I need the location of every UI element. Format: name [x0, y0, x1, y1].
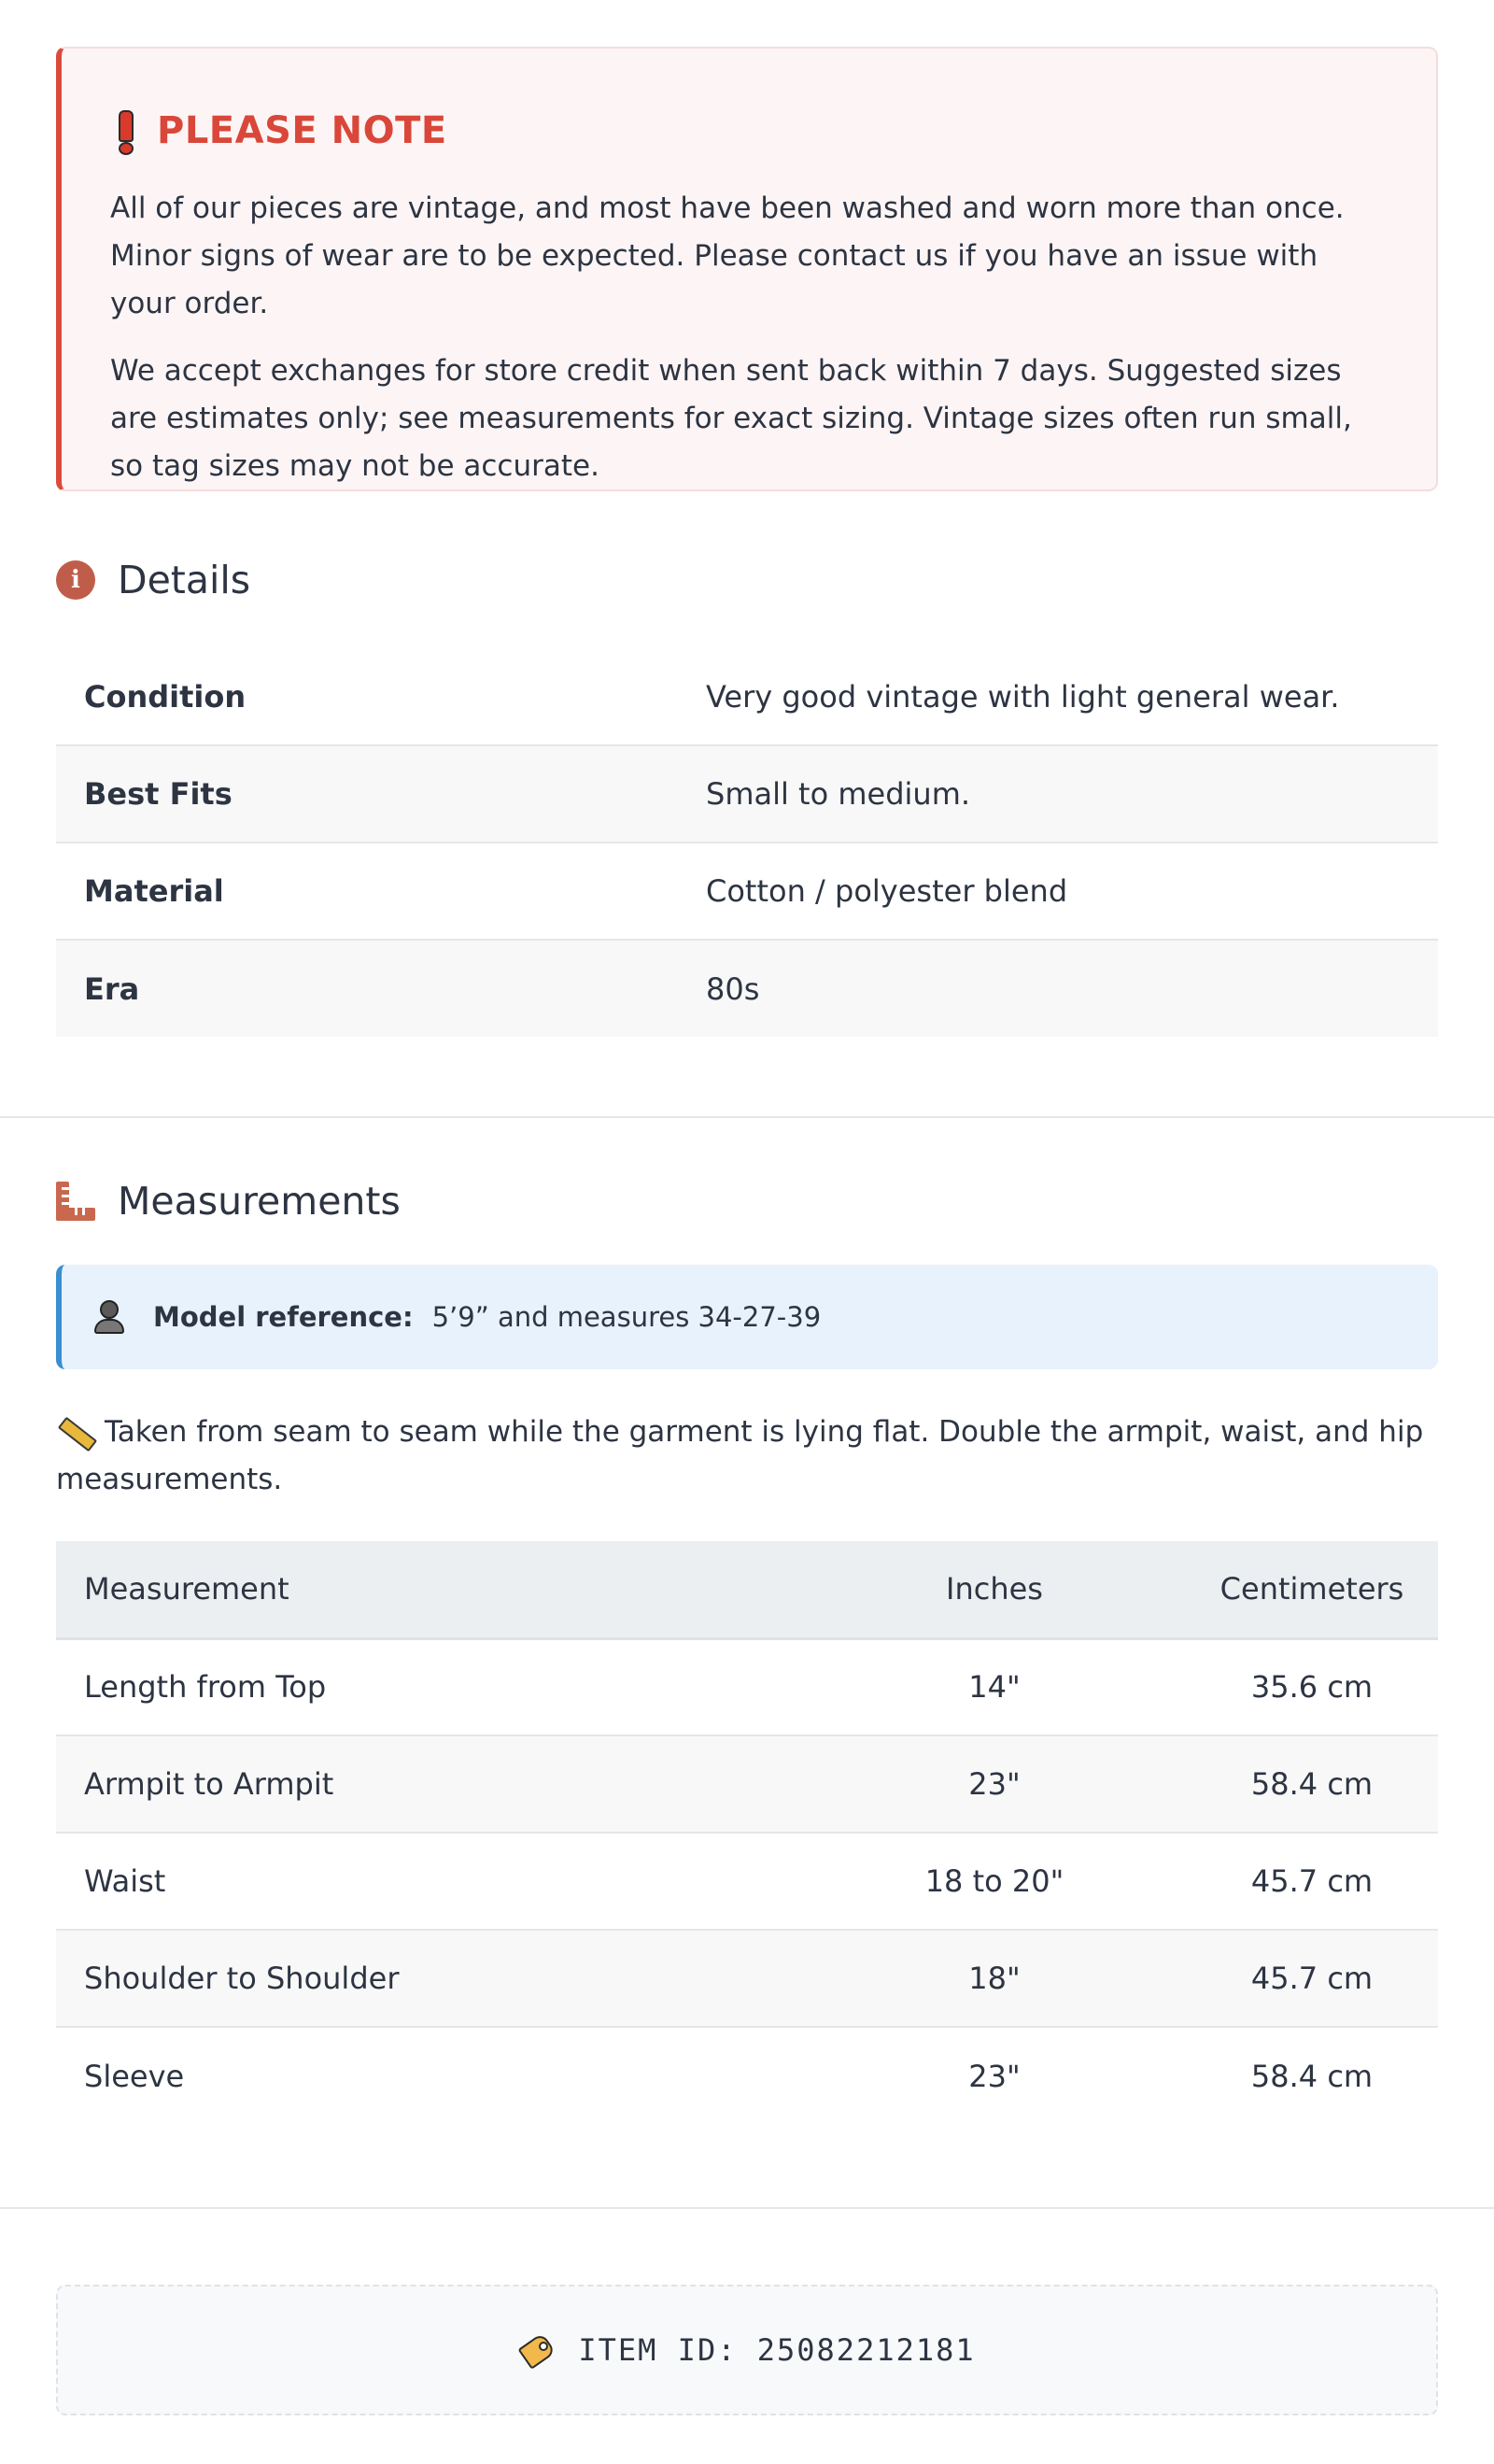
measurements-table: [56, 1541, 1438, 2124]
detail-value: 80s: [678, 940, 1438, 1037]
column-header-centimeters: Centimeters: [1186, 1541, 1438, 1638]
detail-label: Condition: [56, 648, 678, 745]
measurement-instructions: [56, 1409, 1438, 1504]
measurement-cm: 45.7 cm: [1186, 1833, 1438, 1930]
table-row: [56, 940, 1438, 1037]
section-divider: [0, 2207, 1494, 2209]
detail-label: Era: [56, 940, 678, 1037]
pencil-icon: [56, 1418, 93, 1444]
table-row: [56, 1930, 1438, 2027]
measurement-cm: 58.4 cm: [1250, 2058, 1374, 2094]
measurements-heading: [56, 1179, 401, 1224]
measurement-cm: 35.6 cm: [1186, 1638, 1438, 1735]
measurement-inches: 14": [766, 1638, 1186, 1735]
detail-value: Very good vintage with light general wear.: [678, 648, 1438, 745]
table-row: [56, 648, 1438, 745]
table-row: [56, 2027, 1438, 2124]
item-id-box: [56, 2285, 1438, 2415]
tag-icon: [518, 2333, 556, 2367]
detail-value: Cotton / polyester blend: [678, 843, 1438, 940]
details-table: [56, 648, 1438, 1037]
item-id-text: ITEM ID: 25082212181: [578, 2332, 976, 2368]
exclamation-icon: [116, 110, 133, 151]
table-header-row: [56, 1541, 1438, 1638]
model-reference-box: [56, 1265, 1438, 1369]
measurement-inches: 18 to 20": [766, 1833, 1186, 1930]
model-reference-value: 5’9” and measures 34-27-39: [431, 1301, 822, 1333]
details-title: Details: [118, 558, 251, 602]
measurement-name: Shoulder to Shoulder: [56, 1930, 766, 2027]
detail-label: Best Fits: [56, 745, 678, 843]
notice-box: [56, 47, 1438, 491]
model-reference-label: Model reference:: [153, 1301, 414, 1333]
person-icon: [93, 1300, 125, 1334]
notice-header: [110, 103, 1388, 159]
measurement-name: Armpit to Armpit: [56, 1735, 766, 1833]
measurement-inches: 18": [766, 1930, 1186, 2027]
section-divider: [0, 1116, 1494, 1118]
column-header-inches: Inches: [766, 1541, 1186, 1638]
details-heading: [56, 558, 250, 602]
notice-title: PLEASE NOTE: [157, 109, 447, 152]
measurements-title: Measurements: [118, 1179, 401, 1224]
measurement-inches: 23": [968, 2058, 1021, 2094]
table-row: [56, 1833, 1438, 1930]
measurement-note-text: Taken from seam to seam while the garment is lying flat. Double the armpit, waist, and hip measurements.: [56, 1415, 1424, 1496]
detail-value: Small to medium.: [678, 745, 1438, 843]
notice-paragraph-2: We accept exchanges for store credit when sent back within 7 days. Suggested sizes are estimates only; see measurements for exact sizing. Vintage sizes often run small, so tag sizes may not be accurate.: [110, 354, 1352, 483]
table-row: [56, 1638, 1438, 1735]
measurement-name: Length from Top: [56, 1638, 766, 1735]
notice-paragraph-1: All of our pieces are vintage, and most have been washed and worn more than once. Minor signs of wear are to be expected. Please contact us if you have an issue with your order.: [110, 191, 1345, 320]
table-row: [56, 745, 1438, 843]
column-header-measurement: Measurement: [56, 1541, 766, 1638]
measurement-inches: 23": [766, 1735, 1186, 1833]
info-icon: i: [56, 560, 95, 600]
detail-label: Material: [56, 843, 678, 940]
ruler-icon: [56, 1182, 95, 1221]
table-row: [56, 843, 1438, 940]
measurement-name: Waist: [56, 1833, 766, 1930]
measurement-name: Sleeve: [84, 2058, 185, 2094]
measurement-cm: 58.4 cm: [1186, 1735, 1438, 1833]
measurement-cm: 45.7 cm: [1186, 1930, 1438, 2027]
table-row: [56, 1735, 1438, 1833]
